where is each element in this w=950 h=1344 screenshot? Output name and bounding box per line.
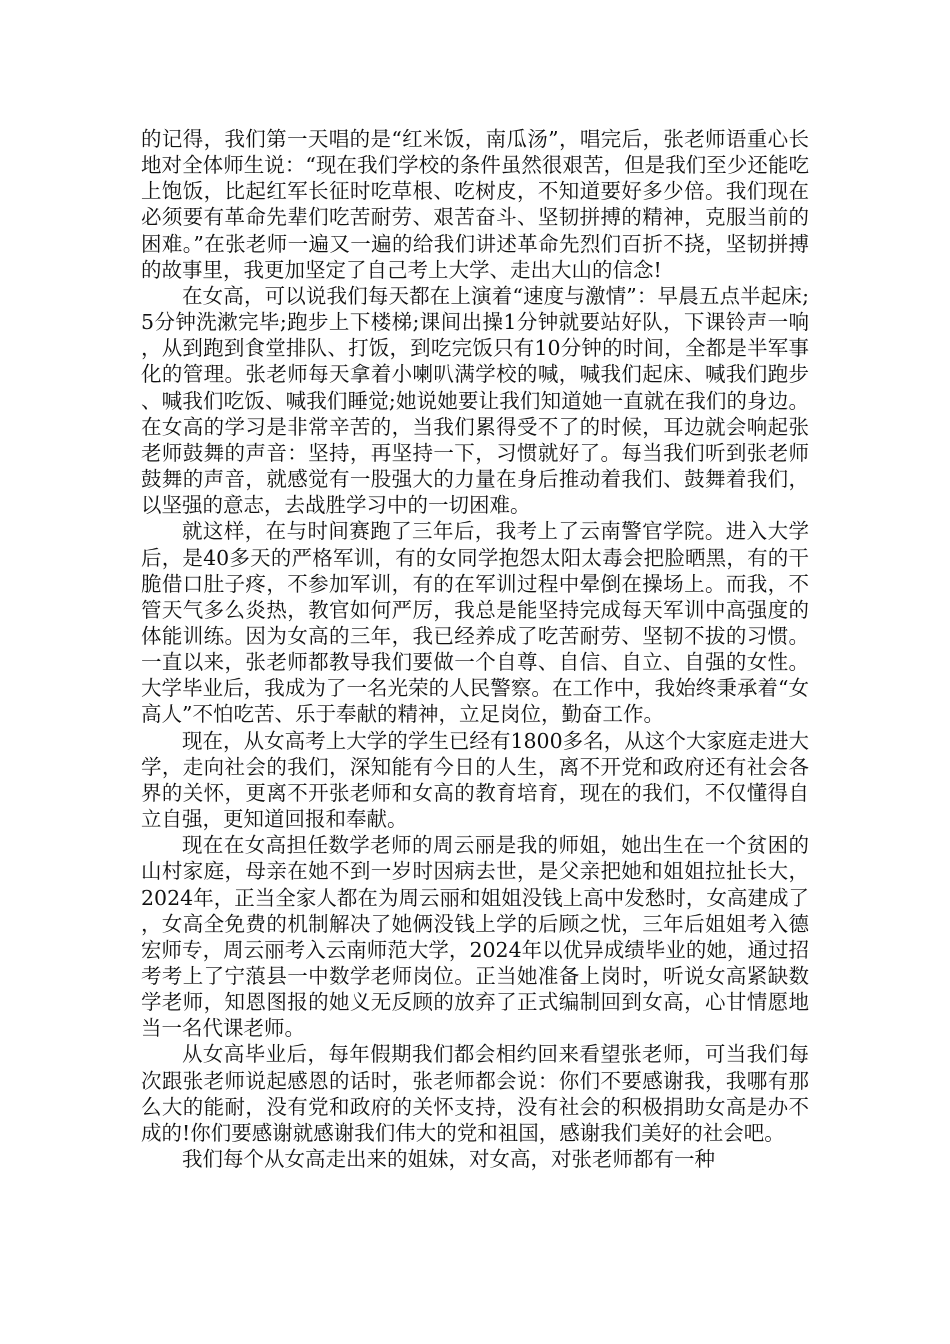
paragraph-6: 从女高毕业后，每年假期我们都会相约回来看望张老师，可当我们每次跟张老师说起感恩的话时，张老师都会说：你们不要感谢我，我哪有那么大的能耐，没有党和政府的关怀支持，没有社会的积极捐助女高是办不成的!你们要感谢就感谢我们伟大的党和祖国，感谢我们美好的社会吧。 bbox=[141, 1042, 809, 1145]
paragraph-3: 就这样，在与时间赛跑了三年后，我考上了云南警官学院。进入大学后，是40多天的严格军训，有的女同学抱怨太阳太毒会把脸晒黑，有的干脆借口肚子疼，不参加军训，有的在军训过程中晕倒在操场上。而我，不管天气多么炎热，教官如何严厉，我总是能坚持完成每天军训中高强度的体能训练。因为女高的三年，我已经养成了吃苦耐劳、坚韧不拔的习惯。一直以来，张老师都教导我们要做一个自尊、自信、自立、自强的女性。大学毕业后，我成为了一名光荣的人民警察。在工作中，我始终秉承着“女高人”不怕吃苦、乐于奉献的精神，立足岗位，勤奋工作。 bbox=[141, 519, 809, 727]
paragraph-1: 的记得，我们第一天唱的是“红米饭，南瓜汤”，唱完后，张老师语重心长地对全体师生说：“现在我们学校的条件虽然很艰苦，但是我们至少还能吃上饱饭，比起红军长征时吃草根、吃树皮，不知道要好多少倍。我们现在必须要有革命先辈们吃苦耐劳、艰苦奋斗、坚韧拼搏的精神，克服当前的困难。”在张老师一遍又一遍的给我们讲述革命先烈们百折不挠，坚韧拼搏的故事里，我更加坚定了自己考上大学、走出大山的信念! bbox=[141, 127, 809, 282]
paragraph-4: 现在，从女高考上大学的学生已经有1800多名，从这个大家庭走进大学，走向社会的我们，深知能有今日的人生，离不开党和政府还有社会各界的关怀，更离不开张老师和女高的教育培育，现在的我们，不仅懂得自立自强，更知道回报和奉献。 bbox=[141, 728, 809, 832]
paragraph-5: 现在在女高担任数学老师的周云丽是我的师姐，她出生在一个贫困的山村家庭，母亲在她不到一岁时因病去世，是父亲把她和姐姐拉扯长大，2024年，正当全家人都在为周云丽和姐姐没钱上高中发愁时，女高建成了，女高全免费的机制解决了她俩没钱上学的后顾之忧，三年后姐姐考入德宏师专，周云丽考入云南师范大学，2024年以优异成绩毕业的她，通过招考考上了宁蒗县一中数学老师岗位。正当她准备上岗时，听说女高紧缺数学老师，知恩图报的她义无反顾的放弃了正式编制回到女高，心甘情愿地当一名代课老师。 bbox=[141, 833, 809, 1041]
paragraph-2: 在女高，可以说我们每天都在上演着“速度与激情”：早晨五点半起床;5分钟洗漱完毕;跑步上下楼梯;课间出操1分钟就要站好队，下课铃声一响，从到跑到食堂排队、打饭，到吃完饭只有10分钟的时间，全都是半军事化的管理。张老师每天拿着小喇叭满学校的喊，喊我们起床、喊我们跑步、喊我们吃饭、喊我们睡觉;她说她要让我们知道她一直就在我们的身边。在女高的学习是非常辛苦的，当我们累得受不了的时候，耳边就会响起张老师鼓舞的声音：坚持，再坚持一下，习惯就好了。每当我们听到张老师鼓舞的声音，就感觉有一股强大的力量在身后推动着我们、鼓舞着我们，以坚强的意志，去战胜学习中的一切困难。 bbox=[141, 283, 809, 518]
paragraph-7: 我们每个从女高走出来的姐妹，对女高，对张老师都有一种 bbox=[182, 1147, 715, 1172]
document-page bbox=[141, 126, 809, 1172]
